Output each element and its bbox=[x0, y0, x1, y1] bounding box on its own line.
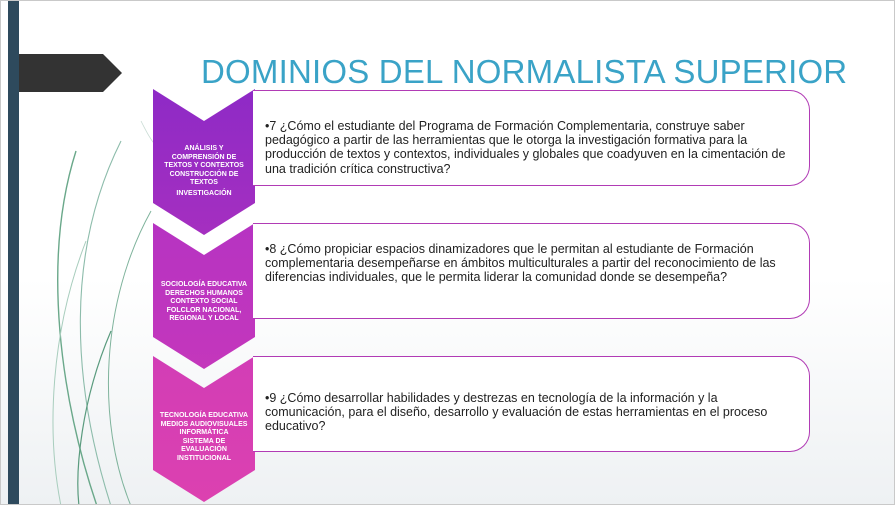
chevron-3 bbox=[153, 356, 255, 502]
item-text-3: •9 ¿Cómo desarrollar habilidades y destrezas en tecnología de la información y la comunicación, para el diseño, desarrollo y evaluación de estas herramientas en el proceso educativo? bbox=[265, 391, 768, 434]
chevron-label: SISTEMA DE EVALUACIÓN INSTITUCIONAL bbox=[176, 437, 232, 462]
chevron-1 bbox=[153, 89, 255, 235]
chevron-3-labels bbox=[159, 412, 249, 464]
item-text-2: •8 ¿Cómo propiciar espacios dinamizadores que le permitan al estudiante de Formación complementaria desempeñarse en ámbitos multiculturales a partir del reconocimiento de las diferencias individuales, que le permita liderar la comunidad donde se desempeña? bbox=[265, 242, 776, 285]
chevron-1-labels bbox=[159, 145, 249, 199]
page-title: DOMINIOS DEL NORMALISTA SUPERIOR bbox=[201, 53, 848, 90]
item-box-3 bbox=[253, 356, 810, 452]
chevron-label: INVESTIGACIÓN bbox=[176, 189, 232, 197]
chevron-label: SOCIOLOGÍA EDUCATIVA bbox=[160, 281, 248, 288]
chevron-label: CONTEXTO SOCIAL bbox=[170, 298, 238, 306]
item-box-1 bbox=[253, 90, 810, 186]
chevron-label: MEDIOS AUDIOVISUALES bbox=[160, 420, 248, 428]
chevron-2 bbox=[153, 223, 255, 369]
chevron-label: FOLCLOR NACIONAL, REGIONAL Y LOCAL bbox=[166, 306, 242, 323]
item-box-2 bbox=[253, 223, 810, 319]
chevron-label: CONSTRUCCIÓN DE TEXTOS bbox=[169, 170, 239, 187]
chevron-label: INFORMÁTICA bbox=[179, 429, 229, 437]
chevron-label: DERECHOS HUMANOS bbox=[165, 289, 243, 297]
chevron-label: ANÁLISIS Y COMPRENSIÓN DE TEXTOS Y CONTEXTOS bbox=[164, 145, 244, 170]
item-text-1: •7 ¿Cómo el estudiante del Programa de Formación Complementaria, construye saber pedagógico a partir de las herramientas que le otorga la investigación formativa para la producción de textos y contextos, individuales y globales que coadyuven en la cimentación de una tradición crítica constructiva? bbox=[265, 119, 786, 176]
chevron-label: TECNOLOGÍA EDUCATIVA bbox=[159, 412, 249, 419]
chevron-2-labels bbox=[159, 281, 249, 324]
